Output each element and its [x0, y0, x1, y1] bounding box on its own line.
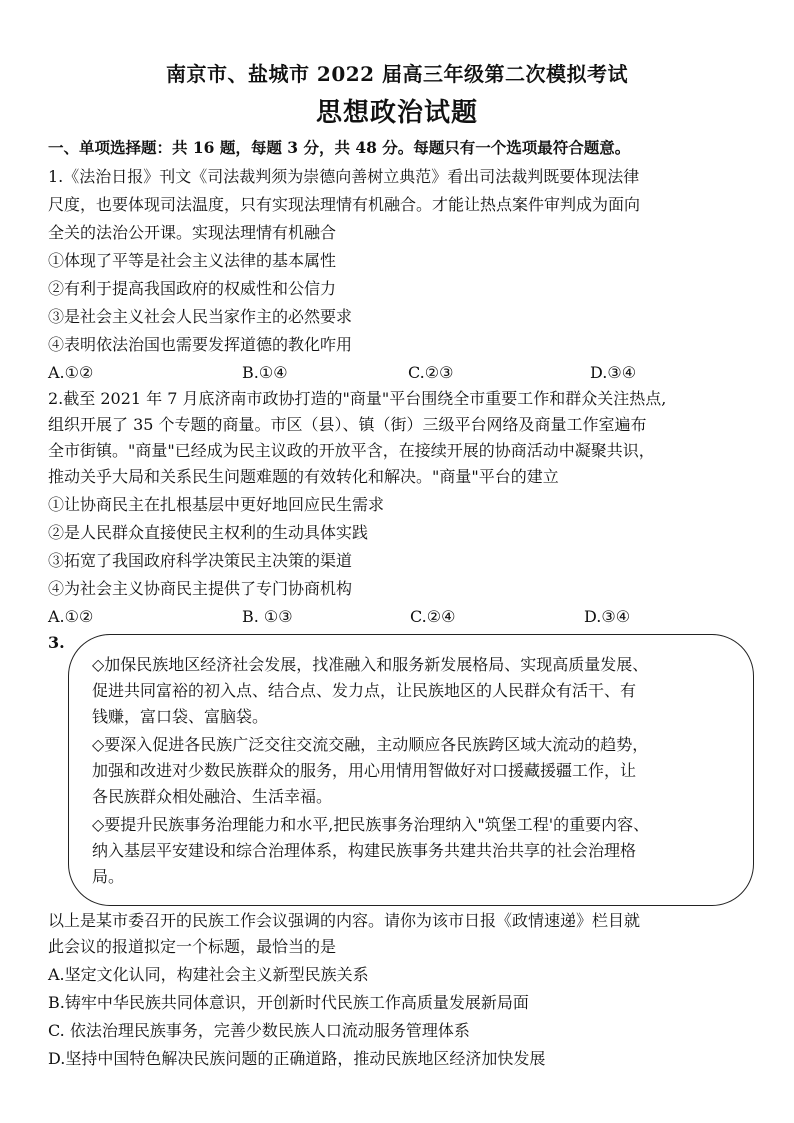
- q3-number: 3.: [48, 633, 65, 652]
- q2-stem-line: 组织开展了 35 个专题的商量。市区（县）、镇（街）三级平台网络及商量工作室遍布: [48, 415, 647, 434]
- section-heading: 一、单项选择题：共 16 题，每题 3 分，共 48 分。每题只有一个选项最符合题意。: [48, 138, 631, 157]
- q1-option-a: A.①②: [48, 363, 94, 382]
- q2-item: ①让协商民主在扎根基层中更好地回应民生需求: [48, 495, 385, 514]
- q2-item: ②是人民群众直接使民主权利的生动具体实践: [48, 523, 369, 542]
- q2-stem-line: 2.截至 2021 年 7 月底济南市政协打造的"商量"平台围绕全市重要工作和群众关注热点,: [48, 389, 667, 408]
- q3-option-c: C. 依法治理民族事务，完善少数民族人口流动服务管理体系: [48, 1021, 470, 1040]
- q1-item: ④表明依法治国也需要发挥道德的教化咋用: [48, 335, 353, 354]
- q1-item: ②有利于提高我国政府的权威性和公信力: [48, 279, 337, 298]
- q3-material-line: 加强和改进对少数民族群众的服务，用心用情用智做好对口援藏援疆工作，让: [92, 761, 637, 780]
- q2-item: ④为社会主义协商民主提供了专门协商机构: [48, 579, 353, 598]
- q2-item: ③拓宽了我国政府科学决策民主决策的渠道: [48, 551, 353, 570]
- q1-option-c: C.②③: [408, 363, 454, 382]
- q1-option-b: B.①④: [242, 363, 288, 382]
- q3-material-line: ◇要深入促进各民族广泛交往交流交融，主动顺应各民族跨区域大流动的趋势，: [92, 735, 649, 754]
- q3-material-line: 纳入基层平安建设和综合治理体系，构建民族事务共建共治共享的社会治理格: [92, 841, 637, 860]
- q2-option-b: B. ①③: [242, 607, 293, 626]
- q3-stem-line: 此会议的报道拟定一个标题，最恰当的是: [48, 937, 337, 956]
- q3-material-line: 钱赚，富口袋、富脑袋。: [92, 707, 269, 726]
- q2-option-d: D.③④: [584, 607, 631, 626]
- q3-material-line: 促进共同富裕的初入点、结合点、发力点，让民族地区的人民群众有活干、有: [92, 681, 637, 700]
- q2-stem-line: 全市街镇。"商量"已经成为民主议政的开放平含，在接续开展的协商活动中凝聚共识，: [48, 441, 655, 460]
- q2-stem-line: 推动关乎大局和关系民生问题难题的有效转化和解决。"商量"平台的建立: [48, 467, 559, 486]
- exam-subject-title: 思想政治试题: [315, 98, 478, 128]
- q3-stem-line: 以上是某市委召开的民族工作会议强调的内容。请你为该市日报《政情速递》栏目就: [48, 911, 641, 930]
- q2-option-c: C.②④: [410, 607, 456, 626]
- q1-stem-line: 尺度，也要体现司法温度，只有实现法理情有机融合。才能让热点案件审判成为面向: [48, 195, 641, 214]
- q2-option-a: A.①②: [48, 607, 94, 626]
- q3-option-a: A.坚定文化认同，构建社会主义新型民族关系: [48, 965, 369, 984]
- q3-material-line: ◇要提升民族事务治理能力和水平,把民族事务治理纳入"筑堡工程'的重要内容、: [92, 815, 650, 834]
- q1-option-d: D.③④: [590, 363, 637, 382]
- q3-material-line: 各民族群众相处融洽、生活幸福。: [92, 787, 333, 806]
- q3-option-d: D.坚持中国特色解决民族问题的正确道路，推动民族地区经济加快发展: [48, 1049, 546, 1068]
- q3-material-line: ◇加保民族地区经济社会发展，找准融入和服务新发展格局、实现高质量发展、: [92, 655, 649, 674]
- q1-stem-line: 1.《法治日报》刊文《司法裁判须为崇德向善树立典范》看出司法裁判既要体现法律: [48, 167, 640, 186]
- exam-title: 南京市、盐城市 2022 届高三年级第二次模拟考试: [165, 62, 629, 86]
- q1-item: ③是社会主义社会人民当家作主的必然要求: [48, 307, 353, 326]
- q1-item: ①体现了平等是社会主义法律的基本属性: [48, 251, 337, 270]
- q3-material-line: 局。: [92, 867, 125, 886]
- q1-stem-line: 全关的法治公开课。实现法理情有机融合: [48, 223, 337, 242]
- q3-option-b: B.铸牢中华民族共同体意识，开创新时代民族工作高质量发展新局面: [48, 993, 529, 1012]
